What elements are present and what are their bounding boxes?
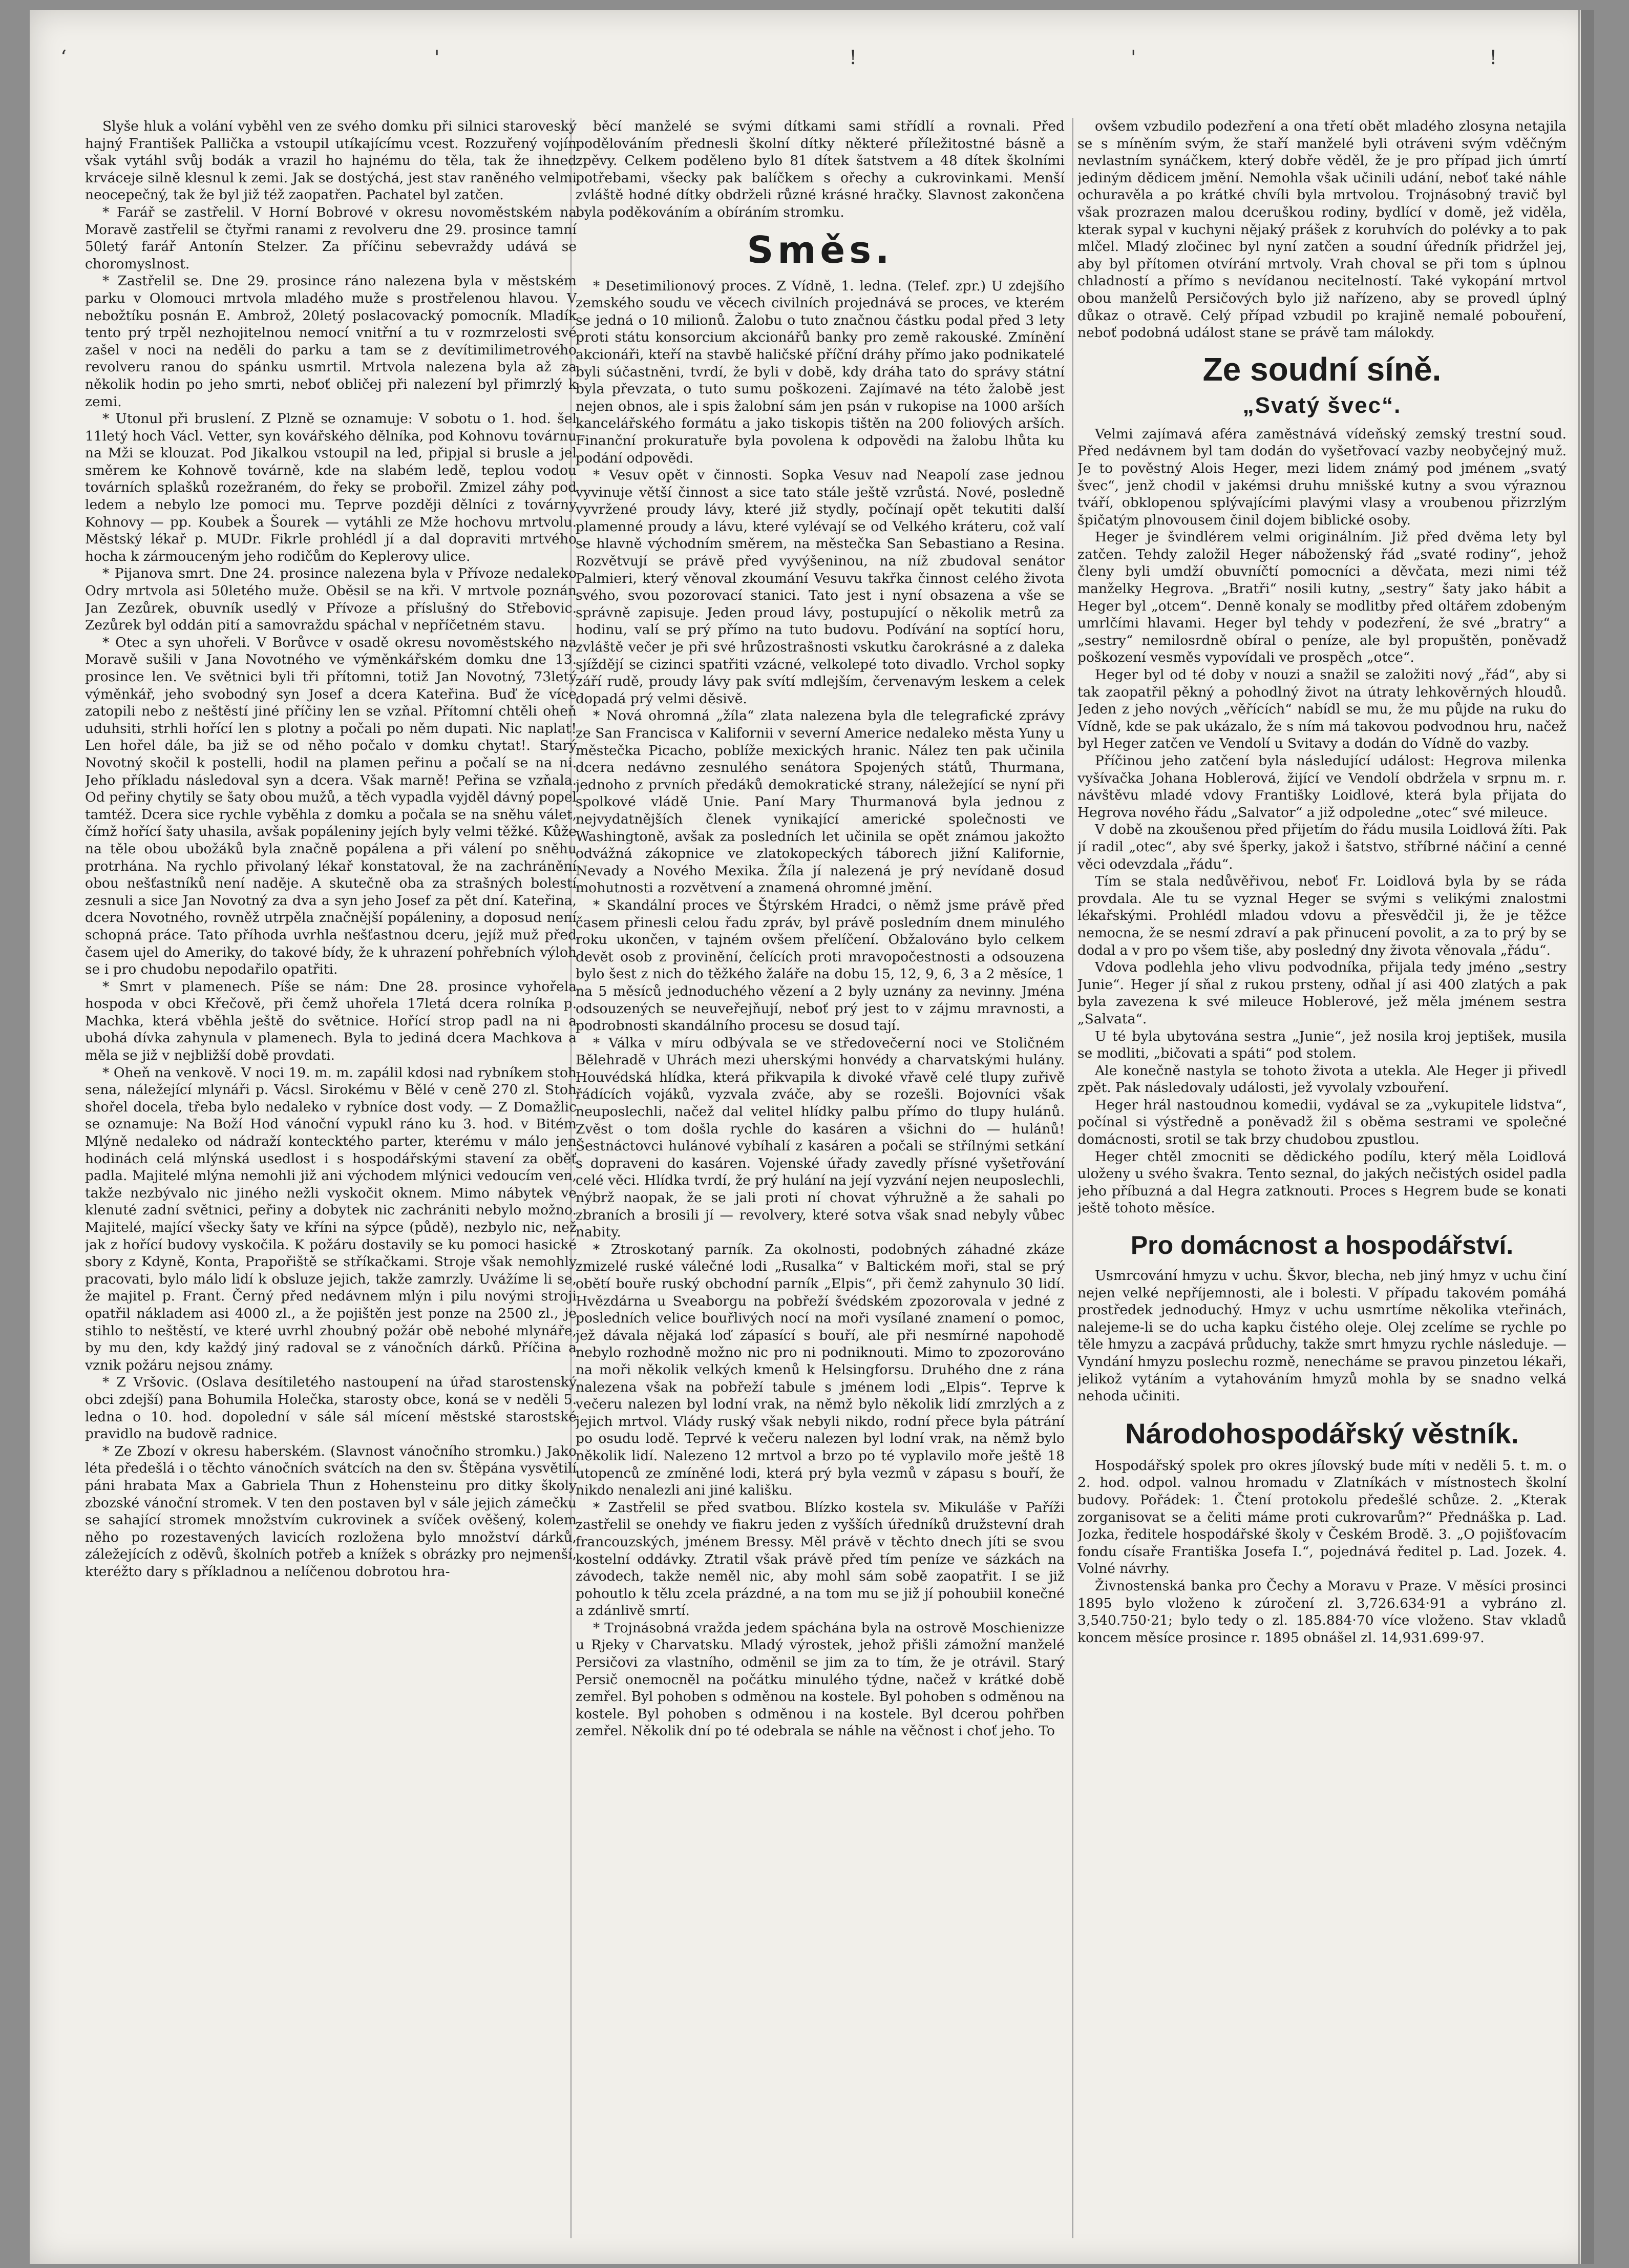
article-text: * Farář se zastřelil. V Horní Bobrové v okresu novoměstském na Moravě zastřelil se čtyřmi ranami z revolveru dne 29. prosince tamní 50letý farář Antonín Stelzer. Za příčinu sebevraždy udává se choromyslnost. xyxy=(85,204,577,272)
article-text: * Desetimilionový proces. Z Vídně, 1. ledna. (Telef. zpr.) U zdejšího zemského soudu ve věcech civilních projednává se proces, ve kterém se jedná o 10 milionů. Žalobu o tuto značnou částku podal před 3 lety proti státu konsorcium akcionářů banky pro země rakouské. Zmínění akcionáři, kteří na stavbě haličské příční dráhy přímo jako podnikatelé byli súčastněni, tvrdí, že byli v době, kdy dráha tato do správy státní byla převzata, o tuto sumu poškozeni. Zajímavé na této žalobě jest nejen obnos, ale i spis žalobní sám jen psán v rukopise na 1000 arších kancelářského formátu a jako tiskopis tištěn na 200 foliových arších. Finanční prokuratuře byla povolena k odpovědi na žalobu lhůta ku podání odpovědi. xyxy=(576,278,1065,466)
article-text: * Ze Zbozí v okresu haberském. (Slavnost vánočního stromku.) Jako léta předešlá i o těchto vánočních svátcích na den sv. Štěpána vysvětilí páni hrabata Max a Gabriela Thun z Hohensteinu pro ditky školy zbozské vánoční stromek. V ten den postaven byl v sále jejich zámečku se sahající stromek množstvím cukrovinek a svíček ověšený, kolem něho po rozestavených lavicích rozložena bylo množství dárků, záležejících z oděvů, školních potřeb a knížek s obrázky pro nejmenší, kteréžto dary s příkladnou a nelíčenou dobrotou hra- xyxy=(85,1443,577,1580)
mark-right: ! xyxy=(1489,46,1497,69)
article-text: Živnostenská banka pro Čechy a Moravu v Praze. V měsíci prosinci 1895 bylo vloženo k zúročení zl. 3,726.634·91 a vybráno zl. 3,540.750·21; bylo tedy o zl. 185.884·70 více vloženo. Stav vkladů koncem měsíce prosince r. 1895 obnášel zl. 14,931.699·97. xyxy=(1077,1578,1567,1646)
top-margin-marks xyxy=(30,46,1594,67)
mark-3: ' xyxy=(1131,46,1136,69)
article-text: Vdova podlehla jeho vlivu podvodníka, přijala tedy jméno „sestry Junie“. Heger jí sňal z rukou prsteny, odňal jí asi 400 zlatých a pak byla zavezena k své mileuce Hoblerové, jež měla jménem sestra „Salvata“. xyxy=(1077,959,1567,1027)
mark-left: ʻ xyxy=(60,46,67,69)
article-text: Velmi zajímavá aféra zaměstnává vídeňský zemský trestní soud. Před nedávnem byl tam dodán do vyšetřovací vazby neobyčejný muž. Je to pověstný Alois Heger, mezi lidem známý pod jménem „svatý švec“, jenž chodil v jakémsi druhu mnišské kutny a svou výraznou tváří, obklopenou splývajícími plavými vlasy a vroubenou přizrzlým špičatým plnovousem činil dojem biblické osoby. xyxy=(1077,426,1567,528)
column-rule-2 xyxy=(1072,118,1073,2238)
article-text: * Oheň na venkově. V noci 19. m. m. zapálil kdosi nad rybníkem stoh sena, náležející mlynáři p. Vácsl. Sirokému v Bělé v ceně 270 zl. Stoh shořel docela, třeba bylo nedaleko v rybníce dost vody. — Z Domažlic se oznamuje: Na Boží Hod vánoční vypukl ráno ku 3. hod. v Bitém Mlýně nedaleko od nádraží kontecktého parter, kterému v málo jen hodinách celá mlýnská usedlost i s hospodářskými stavení za oběť padla. Majitelé mlýna nemohli již ani východem mlýnici vedoucím ven, takže nezbývalo nic jiného nežli vyskočit oknem. Mimo nábytek ve klenuté zadní světnici, peřiny a dobytek nic zachrániti nebylo možno. Majitelé, mající všecky šaty ve kříni na sýpce (půdě), nezbylo nic, než jak z hořící budovy vyskočila. K požáru dostavily se ku pomoci hasické sbory z Kdyně, Konta, Prapořiště se stříkačkami. Stroje však nemohly pracovati, bylo málo lidí k obsluze jejich, takže zamrzly. Uvážíme li se, že majitel p. Frant. Černý před nedávnem mlýn i pilu novými stroji opatřil nákladem asi 4000 zl., a že pojištěn jest ponze na 2500 zl., je stihlo to neštěstí, ve které uvrhl zhoubný požár obě nebohé mlynáře, by mu den, kdy každý jiný radoval se z vánočních dárků. Příčina a vznik požáru nejsou známy. xyxy=(85,1064,577,1373)
newspaper-page xyxy=(30,10,1594,2264)
article-text: Heger byl od té doby v nouzi a snažil se založiti nový „řád“, aby si tak zaopatřil pěkný a pohodlný život na útraty lehkověrných hloudů. Jeden z jeho nových „věřících“ nabídl se mu, že mu půjde na ruku do Vídně, kde se pak ukázalo, že s ním má takovou podvodnou hru, načež byl Heger zatčen ve Vendolí u Svitavy a dodán do Vídně do vazby. xyxy=(1077,667,1567,752)
article-text: * Pijanova smrt. Dne 24. prosince nalezena byla v Přívoze nedaleko Odry mrtvola asi 50letého muže. Oběsil se na kři. V mrtvole poznán Jan Zezůrek, obuvník usedlý v Přívoze a příslušný do Střebovic. Zezůrek byl oddán pití a samovraždu spáchal v nepříčetném stavu. xyxy=(85,565,577,634)
article-text: * Nová ohromná „žíla“ zlata nalezena byla dle telegrafické zprávy ze San Francisca v Kalifornii v severní Americe nedaleko města Yuny u městečka Picacho, poblíže mexických hranic. Nález ten pak učinila dcera nedávno zesnulého senátora Spojených států, Thurmana, jednoho z prvních předáků demokratické strany, náležející se nyní při spolkové vládě Unie. Paní Mary Thurmanová byla jednou z nejvydatnějších členek vynikající americké společnosti ve Washingtoně, avšak za posledních let učinila se opět známou jakožto odvážná zákopnice ve zlatokopeckých táborech jižní Kalifornie, Nevady a Nového Mexika. Žíla jí nalezená je prý nevídaně dosud mohutnosti a rozvětvení a znamená ohromné jmění. xyxy=(576,708,1065,896)
article-text: * Válka v míru odbývala se ve středovečerní noci ve Stoličném Bělehradě v Uhrách mezi uherskými honvédy a charvatskými hulány. Houvédská hlídka, která přikvapila k divoké vřavě celé tlupy zuřivě řádících vojáků, vyzvala zváče, aby se rozešli. Bojovníci však neuposlechli, načež dal velitel hlídky palbu přímo do tlupy hulánů. Zvěst o tom došla rychle do kasáren a všichni do — hulánů! Šestnáctovci hulánové vybíhalí z kasáren a počali se střílnými setkání s dopraveni do kasáren. Vojenské úřady zavedly přísné vyšetřování celé věci. Hlídka tvrdí, že prý hulání na její vyzvání nejen neuposlechli, nýbrž naopak, že se jali proti ní chovat výhružně a že sahali po zbraních a brosili jí — revolvery, které sotva však snad nebyly vůbec nabity. xyxy=(576,1035,1065,1241)
mark-1: ' xyxy=(434,46,440,69)
article-text: V době na zkoušenou před přijetím do řádu musila Loidlová žíti. Pak jí radil „otec“, aby své šperky, jakož i šatstvo, stříbrné náčiní a cenné věci odevzdala „řádu“. xyxy=(1077,822,1567,872)
mark-2: ! xyxy=(849,46,857,69)
page-edge xyxy=(1581,10,1594,2264)
section-heading-narodohospodarsky: Národohospodářský věstník. xyxy=(1125,1417,1519,1450)
article-text: Hospodářský spolek pro okres jílovský bude míti v neděli 5. t. m. o 2. hod. odpol. valnou hromadu v Zlatníkách v místnostech školní budovy. Pořádek: 1. Čtení protokolu předešlé schůze. 2. „Kterak zorganisovat se a čeliti máme proti cukrovarům?“ Přednáška p. Lad. Jozka, ředitele hospodářské školy v Českém Brodě. 3. „O pojišťovacím fondu císaře Františka Josefa I.“, pojednává ředitel p. Lad. Jozek. 4. Volné návrhy. xyxy=(1077,1457,1567,1577)
article-text: * Skandální proces ve Štýrském Hradci, o němž jsme právě před časem přinesli celou řadu zpráv, byl právě posledním dnem minulého roku ukončen, v tajném ovšem přelíčení. Obžalováno bylo celkem devět osob z provinění, čelících proti mravopočestnosti a odsouzena bylo šest z nich do těžkého žaláře na dobu 15, 12, 9, 6, 3 a 2 měsíce, 1 na 5 měsíců jednoduchého vězení a 2 byly uznány za nevinny. Jména odsouzených se neuveřejňují, neboť prý jest to v zájmu mravnosti, a podrobnosti skandálního procesu se dosud tají. xyxy=(576,897,1065,1034)
article-text: Heger chtěl zmocniti se dědického podílu, který měla Loidlová uloženy u svého švakra. Tento seznal, do jakých nečistých osidel padla jeho příbuzná a dal Hegra zatknouti. Proces s Hegrem bude se konati ještě tohoto měsíce. xyxy=(1077,1148,1567,1216)
article-text: Heger je švindlérem velmi originálním. Již před dvěma lety byl zatčen. Tehdy založil Heger náboženský řád „svaté rodiny“, jehož členy byli umdží obuvníčtí pomocníci a děvčata, mezi nimi též manželky Hegrova. „Bratři“ nosili kutny, „sestry“ šaty jako hábit a Heger byl „otcem“. Denně konaly se modlitby před oltářem zdobeným umrlčími hlavami. Heger byl tehdy v podezření, že své „bratry“ a „sestry“ nemilosrdně obíral o peníze, ale byl propuštěn, poněvadž poškození vesměs vypovídali ve prospěch „otce“. xyxy=(1077,529,1567,666)
article-text: Ale konečně nastyla se tohoto života a utekla. Ale Heger ji přivedl zpět. Pak následovaly události, jež vyvolaly vzbouření. xyxy=(1077,1062,1567,1096)
article-text: Usmrcování hmyzu v uchu. Škvor, blecha, neb jiný hmyz v uchu činí nejen velké nepříjemnosti, ale i bolesti. V případu takovém pomáhá prostředek jednoduchý. Hmyz v uchu usmrtíme několika vteřinách, nalejeme-li se do ucha kapku čistého oleje. Olej zcelíme se rychle po těle hmyzu a zacpává průduchy, takže smrt hmyzu rychle následuje. — Vyndání hmyzu poslechu rozmě, nenecháme se pravou pinzetou lékaři, jelikož vytáním a vytahováním hmyzů mohla by se snadno velká nehoda učiniti. xyxy=(1077,1268,1567,1404)
article-text: Slyše hluk a volání vyběhl ven ze svého domku při silnici staroveský hajný František Pallička a vstoupil utíkajícímu vcest. Rozzuřený vojín však vytáhl svůj bodák a vrazil ho hajnému do těla, tak že ihned krváceje silně klesnul k zemi. Jak se dostýchá, jest stav raněného velmi neocepečný, tak že byl již též zaopatřen. Pachatel byl zatčen. xyxy=(85,118,577,203)
article-text: Příčinou jeho zatčení byla následující událost: Hegrova milenka vyšívačka Johana Hoblerová, žijící ve Vendolí obdržela v srpnu m. r. návštěvu mladé vdovy Františky Loidlové, která byla přijata do Hegrova nového řádu „Salvator“ a již odpoledne „otec“ své mileuce. xyxy=(1077,753,1567,821)
article-text: Heger hrál nastoudnou komedii, vydával se za „vykupitele lidstva“, počínal si výstředně a poněvadž žil s oběma sestrami ve společné domácnosti, srotil se tak brzy chudobou zpustlou. xyxy=(1077,1097,1567,1148)
article-text: ovšem vzbudilo podezření a ona třetí obět mladého zlosyna netajila se s míněním svým, že staří manželé byli otráveni svým vděčným nevlastním synáčkem, který dobře věděl, že je pro případ jich úmrtí jediným dědicem jmění. Nemohla však učinili udání, neboť také náhle ochuravěla a po krátké chvíli byla mrtvolou. Trojnásobný travič byl však prozrazen malou dceruškou rodiny, bydlící v domě, jež viděla, kterak sypal v kuchyni nějaký prášek z koruhvích do polévky a to pak mlčel. Mladý zločinec byl nyní zatčen a soudní úředník přidržel jej, aby byl přítomen otvírání mrtvoly. Vrah choval se při tom s úplnou chladností a přímo s nevídanou necitelností. Také vykopání mrtvol obou manželů Persičových bylo již nařízeno, aby se provedl úplný důkaz o otravě. Celý případ vzbudil po krajině nemalé pobouření, neboť podobná událost stane se právě tam málokdy. xyxy=(1077,118,1567,341)
article-text: U té byla ubytována sestra „Junie“, jež nosila kroj jeptišek, musila se modliti, „bičovati a spáti“ pod stolem. xyxy=(1077,1028,1567,1062)
column-3 xyxy=(1077,118,1567,2233)
article-text: Tím se stala nedůvěřivou, neboť Fr. Loidlová byla by se ráda provdala. Ale tu se vyznal Heger se svými s velikými znalostmi lékařskými. Prohlédl mladou vdovu a přesvědčil ji, že je těžce nemocna, že se nesmí zdraví a pak přinucení povolit, a za to prý by se dodal a v pro po všem tiše, aby posledný dny života věnovala „řádu“. xyxy=(1077,873,1567,958)
section-subheading-svaty-svec: „Svatý švec“. xyxy=(1242,392,1402,418)
article-text: běcí manželé se svými dítkami sami střídlí a rovnali. Před podělováním přednesli školní dítky některé příležitostné básně a zpěvy. Celkem poděleno bylo 81 dítek šatstvem a 48 dítek školními potřebami, všecky pak balíčkem s ořechy a cukrovinkami. Menší zvláště hodné dítky obdrželi různé krásné hračky. Slavnost zakončena byla poděkováním a obíráním stromku. xyxy=(576,118,1065,220)
article-text: * Smrt v plamenech. Píše se nám: Dne 28. prosince vyhořela hospoda v obci Křečově, při čemž uhořela 17letá dcera rolníka p. Machka, která vběhla ještě do světnice. Hořící strop padl na ni a ubohá dívka zahynula v plamenech. Byla to jediná dcera Machkova a měla se již v nejbližší době provdati. xyxy=(85,978,577,1064)
binding-shadow xyxy=(1578,10,1580,2264)
section-heading-smes: Směs. xyxy=(747,228,894,271)
article-text: * Z Vršovic. (Oslava desítiletého nastoupení na úřad starostenský obci zdejší) pana Bohumila Holečka, starosty obce, koná se v neděli 5. ledna o 10. hod. dopolední v sále sál mícení městské starostské pravidlo na budově radnice. xyxy=(85,1374,577,1442)
article-text: * Otec a syn uhořeli. V Borůvce v osadě okresu novoměstského na Moravě sušili v Jana Novotného ve výměnkářském domku dne 13. prosince len. Ve světnici byli tři přítomni, totiž Jan Novotný, 73letý výměnkář, jeho svobodný syn Josef a dcera Kateřina. Buď že více zatopili nebo z neštěstí jiné příčiny len se vzňal. Přítomní chtěli oheň uduhsiti, strhli hořící len s plotny a počali po něm dupati. Nic naplat! Len hořel dále, ba již se od něho počalo v domku chytat!. Starý Novotný skočil k postelli, hodil na plamen peřinu a počalí se na ni. Jeho příkladu následoval syn a dcera. Však marně! Peřina se vzňala. Od peřiny chytily se šaty obou mužů, a těch vypadla vyjděl dávný popel tamtéž. Dcera sice rychle vyběhla z domku a počala se na sněhu válet, čímž hořící šaty uhasila, avšak popáleniny jejích byly velmi těžké. Kůže na těle obou ubožáků byla značně popálena a při válení po sněhu protrhána. Na rychlo přivolaný lékař konstatoval, že na zachránění obou nešťastníků není naděje. A skutečně oba za strašných bolestí zesnuli a sice Jan Novotný za dva a syn jeho Josef za pět dní. Kateřina, dcera Novotného, rovněž utrpěla značnější popáleniny, a doposud není schopná práce. Tato příhoda uvrhla nešťastnou dceru, jejíž muž před časem ujel do Ameriky, do takové bídy, že k uhrazení pohřebních výloh se i pro chudobu nepodařilo opatřiti. xyxy=(85,634,577,978)
section-heading-soud: Ze soudní síně. xyxy=(1202,350,1442,388)
column-2 xyxy=(576,118,1065,2233)
article-text: * Utonul při bruslení. Z Plzně se oznamuje: V sobotu o 1. hod. šel 11letý hoch Václ. Vetter, syn kovářského dělníka, pod Kohnovu továrnu na Mži se klouzat. Pod Jikalkou vstoupil na led, připjal si brusle a jel směrem ke Kohnově továrně, kde na slabém ledě, teplou vodou továrních splašků rozežraném, do řeky se probořil. Zmizel záhy pod ledem a nebylo lze pomoci mu. Teprve později dělníci z továrny Kohnovy — pp. Koubek a Šourek — vytáhli ze Mže hochovu mrtvolu. Městský lékař p. MUDr. Fikrle prohlédl jí a dal dopraviti mrtvého hocha k zármouceným jeho rodičům do Keplerovy ulice. xyxy=(85,411,577,564)
section-heading-domacnost: Pro domácnost a hospodářství. xyxy=(1130,1231,1514,1260)
article-text: * Zastřelil se. Dne 29. prosince ráno nalezena byla v městském parku v Olomouci mrtvola mladého muže s prostřelenou hlavou. V nebožtíku posnán E. Ambrož, 20letý poslacovacký pomocník. Mladík tento prý trpěl nezhojitelnou nemocí vnitřní a tu v rozmrzelosti své zašel v noci na neděli do parku a tam se z devítimilimetrového revolveru ranou do spánku usmrtil. Mrtvola nalezena byla až za několik hodin po jeho smrti, neboť obličej při nalezení byl přimrzlý k zemi. xyxy=(85,273,577,410)
column-1 xyxy=(85,118,577,2233)
article-text: * Ztroskotaný parník. Za okolnosti, podobných záhadné zkáze zmizelé ruské válečné lodi „Rusalka“ v Baltickém moři, stal se prý obětí bouře ruský obchodní parník „Elpis“, při čemž zahynulo 30 lidí. Hvězdárna u Sveaborgu na pobřeží švédském zpozorovala v jedné z posledních velice bouřlivých nocí na moři vysílané znamení o pomoc, jež dávala nějaká loď zápasící s bouří, ale při nesmírné napohodě nebylo rozhodně možno nic pro ni podniknouti. Mimo to zpozorováno na moři několik velkých kmenů k Helsingforsu. Druhého dne z rána nalezena však na pobřeží tabule s jménem lodi „Elpis“. Teprve k večeru nalezen byl lodní vrak, na němž bylo několik lidí zmrzlých a z jejich mrtvol. Vlády ruský však nebyli nikdo, rodní přece byla pátrání po osudu lodě. Teprvé k večeru nalezen byl lodní vrak, na němž bylo několik lidí. Nalezeno 12 mrtvol a brzo po té vyplavilo moře ještě 18 utopenců ze zmíněné lodi, která prý byla vezmů v zápasu s bouří, že nikdo nenalezli ani jiné kališku. xyxy=(576,1241,1065,1499)
article-text: * Vesuv opět v činnosti. Sopka Vesuv nad Neapolí zase jednou vyvinuje větší činnost a sice tato stále ještě vzrůstá. Nové, posledně vyvržené proudy lávy, které již stydly, počínají opět tekutiti další plamenné proudy a lávu, které vylévají se od Velkého kráteru, což valí se hlavně východním směrem, na městečka San Sebastiano a Resina. Rozvětvují se právě před vyvýšeninou, na níž zbudoval senátor Palmieri, který věnoval zkoumání Vesuvu takřka činnost celého života svého, svou pozorovací stanici. Tato jest i nyní obsazena a vše se správně zapisuje. Jeden proud lávy, postupující o několik metrů za hodinu, valí se prý přímo na tuto budovu. Podívání na soptící horu, zvláště večer je při své hrůzostrašnosti vskutku čarokrásné a z daleka sjíždějí se cizinci spatřiti vzácné, velkolepé toto divadlo. Vrchol sopky září rudě, proudy lávy pak svítí mdlejším, červenavým leskem a celek dopadá prý velmi děsivě. xyxy=(576,467,1065,707)
article-text: * Trojnásobná vražda jedem spáchána byla na ostrově Moschienizze u Rjeky v Charvatsku. Mladý výrostek, jehož přišli zámožní manželé Persičovi za vlastního, odměnil se jim za to tím, že je otrávil. Starý Persič onemocněl na počátku minulého týdne, načež v krátké době zemřel. Byl pohoben s odměnou na kostele. Byl pohoben s odměnou na kostele. Byl pohoben s odměnou i na kostele. Byl dcerou pohřben zemřel. Několik dní po té odebrala se náhle na věčnost i choť jeho. To xyxy=(576,1620,1065,1739)
article-text: * Zastřelil se před svatbou. Blízko kostela sv. Mikuláše v Paříži zastřelil se onehdy ve fiakru jeden z vyšších úředníků družstevní drah francouzských, jménem Bressy. Měl právě v těchto dnech jíti se svou kostelní oddávky. Ztratil však právě před tím peníze ve sázkách na závodech, takže neměl nic, aby mohl sám sobě zaopatřit. I se již pohoutlo k tělu zcela prázdné, a na tom mu se již jí pohoubiil konečné a zdánlivě smrtí. xyxy=(576,1499,1065,1619)
